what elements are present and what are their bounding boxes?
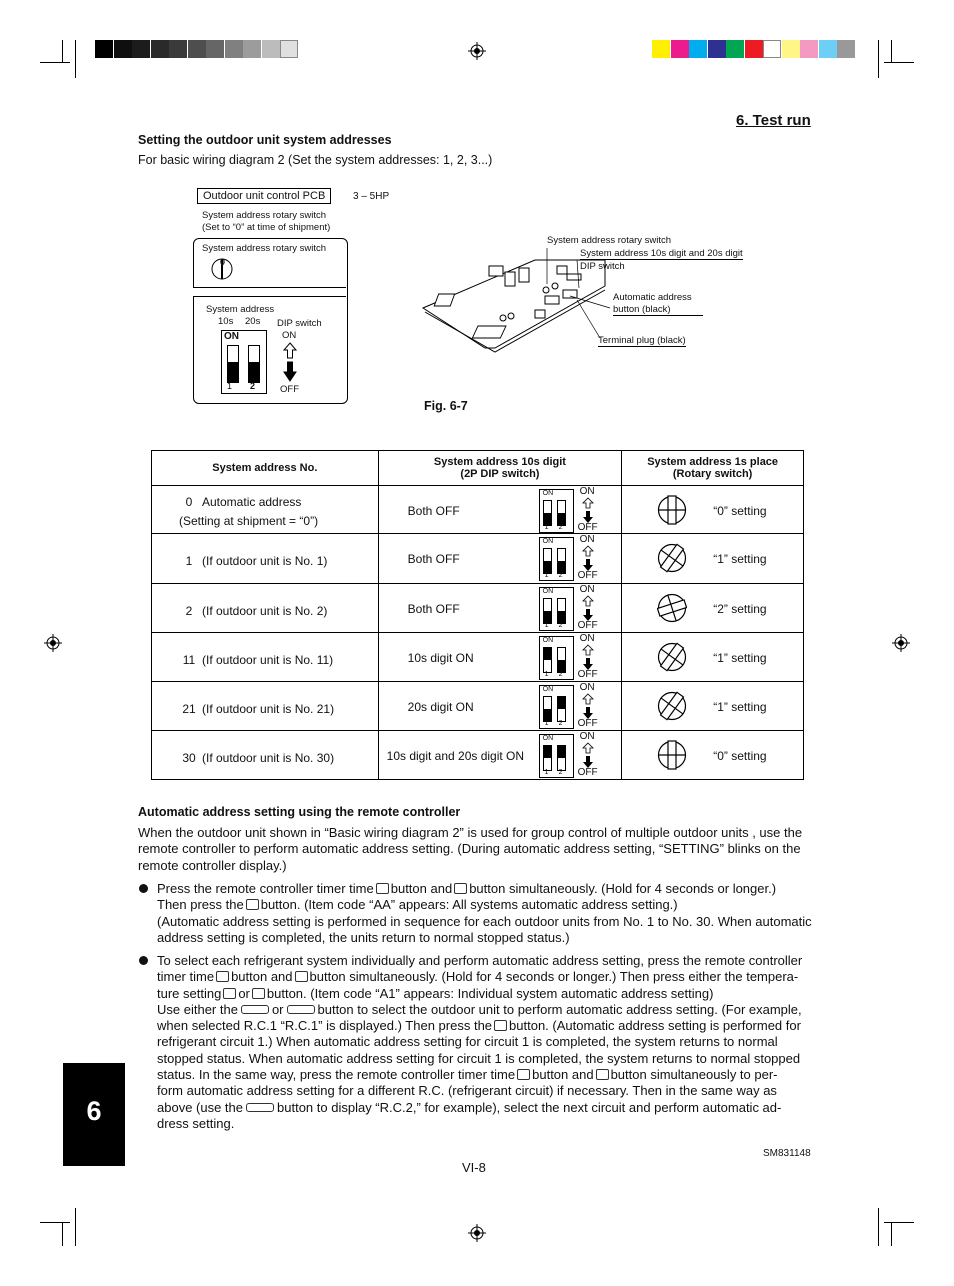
crop-mark <box>40 62 70 63</box>
inset-on-text: ON <box>224 331 239 342</box>
up-down-arrow-icon <box>283 342 297 382</box>
inset-20s: 20s <box>245 316 261 327</box>
rotary-note-1: System address rotary switch <box>202 210 327 221</box>
callout-dip-2: DIP switch <box>580 261 625 272</box>
crop-mark <box>75 40 76 78</box>
on-off-arrow-icon <box>582 545 594 572</box>
crop-mark <box>884 1222 914 1223</box>
table-row <box>152 534 804 584</box>
crop-mark <box>40 1222 70 1223</box>
page-heading: Setting the outdoor unit system addresses <box>138 133 392 147</box>
dip-lever-1 <box>543 745 552 771</box>
intro-line: remote controller display.) <box>138 857 287 873</box>
unit-button-icon <box>241 1005 269 1014</box>
cell-dip-switch: 20s digit ON ON 1 2 ON OFF <box>378 682 622 731</box>
dip-lever-2 <box>557 696 566 722</box>
table-row <box>152 731 804 780</box>
inset-switch-2 <box>248 345 260 383</box>
color-swatch <box>671 40 689 58</box>
inset-num-2: 2 <box>250 381 256 391</box>
callout-auto-1: Automatic address <box>613 292 692 303</box>
dip-lever-1 <box>543 647 552 673</box>
color-swatch <box>763 40 781 58</box>
rotary-dial-icon <box>657 691 687 721</box>
bullet-2-text: To select each refrigerant system individually and perform automatic address setting, press the remote controller timer time button and button simultaneously. (Hold for 4 seconds or longer.) Then press either the tempera- ture setting or button. (Item code “A1” appears: Individual system automatic address setting) Use either the or button to select the outdoor unit to perform automatic address setting. (For example, when selected R.C.1 “R.C.1” is displayed.) Then press the button. (Automatic address setting is performed for refrigerant circuit 1.) When automatic address setting for circuit 1 is completed, the system returns to normal stopped status. When automatic address setting for circuit 1 is completed, the system returns to normal stopped status. In the same way, press the remote controller timer time button and button simultaneously to per- form automatic address setting for a different R.C. (refrigerant circuit) if necessary. Then in the same way as above (use the button to display “R.C.2,” for example), select the next circuit and perform automatic ad- dress setting. <box>157 953 803 1131</box>
cell-address-no: 21 (If outdoor unit is No. 21) <box>152 682 379 731</box>
inset-num-1: 1 <box>227 381 233 391</box>
set-button-icon <box>246 899 259 910</box>
dip-switch-icon: ON 1 2 <box>539 734 574 778</box>
rotary-dial-icon <box>657 593 687 623</box>
crop-mark <box>878 1208 879 1246</box>
inset-on-arrow-label: ON <box>282 330 297 341</box>
color-swatch <box>745 40 763 58</box>
gray-swatch <box>188 40 206 58</box>
pcb-cut-line <box>193 287 346 297</box>
gray-swatch <box>169 40 187 58</box>
table-row <box>152 486 804 534</box>
dip-lever-1 <box>543 500 552 526</box>
registration-mark-icon <box>468 42 486 60</box>
figure-caption: Fig. 6-7 <box>424 399 468 413</box>
cell-rotary-switch: “0” setting <box>622 731 804 780</box>
color-swatch <box>689 40 707 58</box>
inset-addr-label: System address <box>206 304 275 315</box>
gray-swatch <box>132 40 150 58</box>
set-button-icon <box>494 1020 507 1031</box>
rotary-note-2: (Set to “0” at time of shipment) <box>202 222 331 233</box>
bullet-1-text: Press the remote controller timer time button and button simultaneously. (Hold for 4 seconds or longer.) Then press the button. (Item code “AA” appears: All systems automatic address setting.) (Automatic address setting is performed in sequence for each outdoor units from No. 1 to No. 30. When automatic address setting is completed, the units return to normal stopped status.) <box>157 881 812 945</box>
timer-edit-button-icon <box>295 971 308 982</box>
on-off-arrow-icon <box>582 497 594 524</box>
auto-section-intro <box>138 825 802 874</box>
cell-dip-switch: 10s digit and 20s digit ON ON 1 2 ON OFF <box>378 731 622 780</box>
inset-rotary-label: System address rotary switch <box>202 243 327 254</box>
timer-edit-button-icon <box>596 1069 609 1080</box>
cell-dip-switch: Both OFF ON 1 2 ON OFF <box>378 584 622 633</box>
dip-switch-icon: ON 1 2 <box>539 537 574 581</box>
system-address-table <box>151 450 804 780</box>
rotary-dial-icon <box>657 495 687 525</box>
crop-mark <box>878 40 879 78</box>
timer-up-button-icon <box>216 971 229 982</box>
switch-inset <box>193 238 348 404</box>
color-swatch <box>652 40 670 58</box>
color-swatch <box>800 40 818 58</box>
unit-button-icon <box>246 1103 274 1112</box>
cell-address-no: 1 (If outdoor unit is No. 1) <box>152 534 379 584</box>
dip-lever-1 <box>543 548 552 574</box>
color-swatch <box>837 40 855 58</box>
color-swatch <box>708 40 726 58</box>
registration-mark-icon <box>44 634 62 652</box>
cell-rotary-switch: “1” setting <box>622 682 804 731</box>
hp-label: 3 – 5HP <box>353 191 390 202</box>
inset-dip-switch <box>221 330 267 394</box>
dip-switch-icon: ON 1 2 <box>539 685 574 729</box>
cell-address-no: 0 Automatic address (Setting at shipment = “0”) <box>152 486 379 534</box>
cell-dip-switch: Both OFF ON 1 2 ON OFF <box>378 486 622 534</box>
inset-dip-label: DIP switch <box>277 318 322 329</box>
cell-dip-switch: 10s digit ON ON 1 2 ON OFF <box>378 633 622 682</box>
table-row <box>152 633 804 682</box>
crop-mark <box>62 1222 63 1246</box>
temp-up-button-icon <box>223 988 236 999</box>
table-header-row <box>152 451 804 486</box>
timer-up-button-icon <box>376 883 389 894</box>
intro-line: When the outdoor unit shown in “Basic wiring diagram 2” is used for group control of multiple outdoor units , use the <box>138 825 803 840</box>
on-off-arrow-icon <box>582 595 594 622</box>
page-number: VI-8 <box>462 1160 486 1175</box>
on-off-arrow-icon <box>582 693 594 720</box>
dip-lever-2 <box>557 548 566 574</box>
cell-rotary-switch: “1” setting <box>622 633 804 682</box>
crop-mark <box>62 40 63 62</box>
temp-down-button-icon <box>252 988 265 999</box>
dip-switch-icon: ON 1 2 <box>539 587 574 631</box>
rotary-dial-icon <box>657 543 687 573</box>
auto-section-heading: Automatic address setting using the remote controller <box>138 805 461 819</box>
swing-button-icon <box>287 1005 315 1014</box>
timer-edit-button-icon <box>454 883 467 894</box>
dip-switch-icon: ON 1 2 <box>539 489 574 533</box>
bullet-icon <box>139 884 148 893</box>
cell-rotary-switch: “0” setting <box>622 486 804 534</box>
crop-mark <box>891 1222 892 1246</box>
rotary-dial-icon <box>657 642 687 672</box>
section-title: 6. Test run <box>736 112 811 129</box>
gray-swatch <box>243 40 261 58</box>
cell-address-no: 11 (If outdoor unit is No. 11) <box>152 633 379 682</box>
dip-lever-2 <box>557 598 566 624</box>
crop-mark <box>75 1208 76 1246</box>
dip-lever-2 <box>557 745 566 771</box>
document-code: SM831148 <box>763 1148 811 1159</box>
col-header-1s-place: System address 1s place (Rotary switch) <box>622 451 804 486</box>
cell-address-no: 30 (If outdoor unit is No. 30) <box>152 731 379 780</box>
callout-terminal: Terminal plug (black) <box>598 335 686 346</box>
callout-rotary-switch: System address rotary switch <box>547 235 672 246</box>
inset-switch-1 <box>227 345 239 383</box>
chapter-tab-number: 6 <box>86 1096 102 1126</box>
callout-dip-1: System address 10s digit and 20s digit <box>580 248 743 259</box>
page-subheading: For basic wiring diagram 2 (Set the system addresses: 1, 2, 3...) <box>138 153 493 167</box>
gray-swatch <box>280 40 298 58</box>
callout-auto-2: button (black) <box>613 304 703 316</box>
bullet-icon <box>139 956 148 965</box>
dip-lever-2 <box>557 500 566 526</box>
rotary-dial-icon <box>657 740 687 770</box>
color-swatch <box>726 40 744 58</box>
inset-10s: 10s <box>218 316 234 327</box>
gray-swatch <box>225 40 243 58</box>
registration-mark-icon <box>892 634 910 652</box>
crop-mark <box>891 40 892 62</box>
timer-up-button-icon <box>517 1069 530 1080</box>
gray-swatch <box>95 40 113 58</box>
col-header-address-no: System address No. <box>152 451 379 486</box>
dip-switch-icon: ON 1 2 <box>539 636 574 680</box>
gray-swatch <box>262 40 280 58</box>
cell-rotary-switch: “2” setting <box>622 584 804 633</box>
dip-lever-2 <box>557 647 566 673</box>
intro-line: remote controller to perform automatic address setting. (During automatic address setting, “SETTING” blinks on the <box>138 841 801 857</box>
dip-lever-1 <box>543 696 552 722</box>
cell-address-no: 2 (If outdoor unit is No. 2) <box>152 584 379 633</box>
pcb-label: Outdoor unit control PCB <box>197 188 331 204</box>
chapter-tab <box>63 1063 125 1166</box>
on-off-arrow-icon <box>582 644 594 671</box>
col-header-10s-digit: System address 10s digit (2P DIP switch) <box>378 451 622 486</box>
gray-swatch <box>206 40 224 58</box>
rotary-digit: 0 <box>220 257 226 267</box>
dip-lever-1 <box>543 598 552 624</box>
table-row <box>152 584 804 633</box>
on-off-arrow-icon <box>582 742 594 769</box>
cell-dip-switch: Both OFF ON 1 2 ON OFF <box>378 534 622 584</box>
registration-mark-icon <box>468 1224 486 1242</box>
color-swatch <box>782 40 800 58</box>
color-swatch <box>819 40 837 58</box>
table-row <box>152 682 804 731</box>
gray-swatch <box>151 40 169 58</box>
cell-rotary-switch: “1” setting <box>622 534 804 584</box>
gray-swatch <box>114 40 132 58</box>
crop-mark <box>884 62 914 63</box>
inset-off-arrow-label: OFF <box>280 384 299 395</box>
